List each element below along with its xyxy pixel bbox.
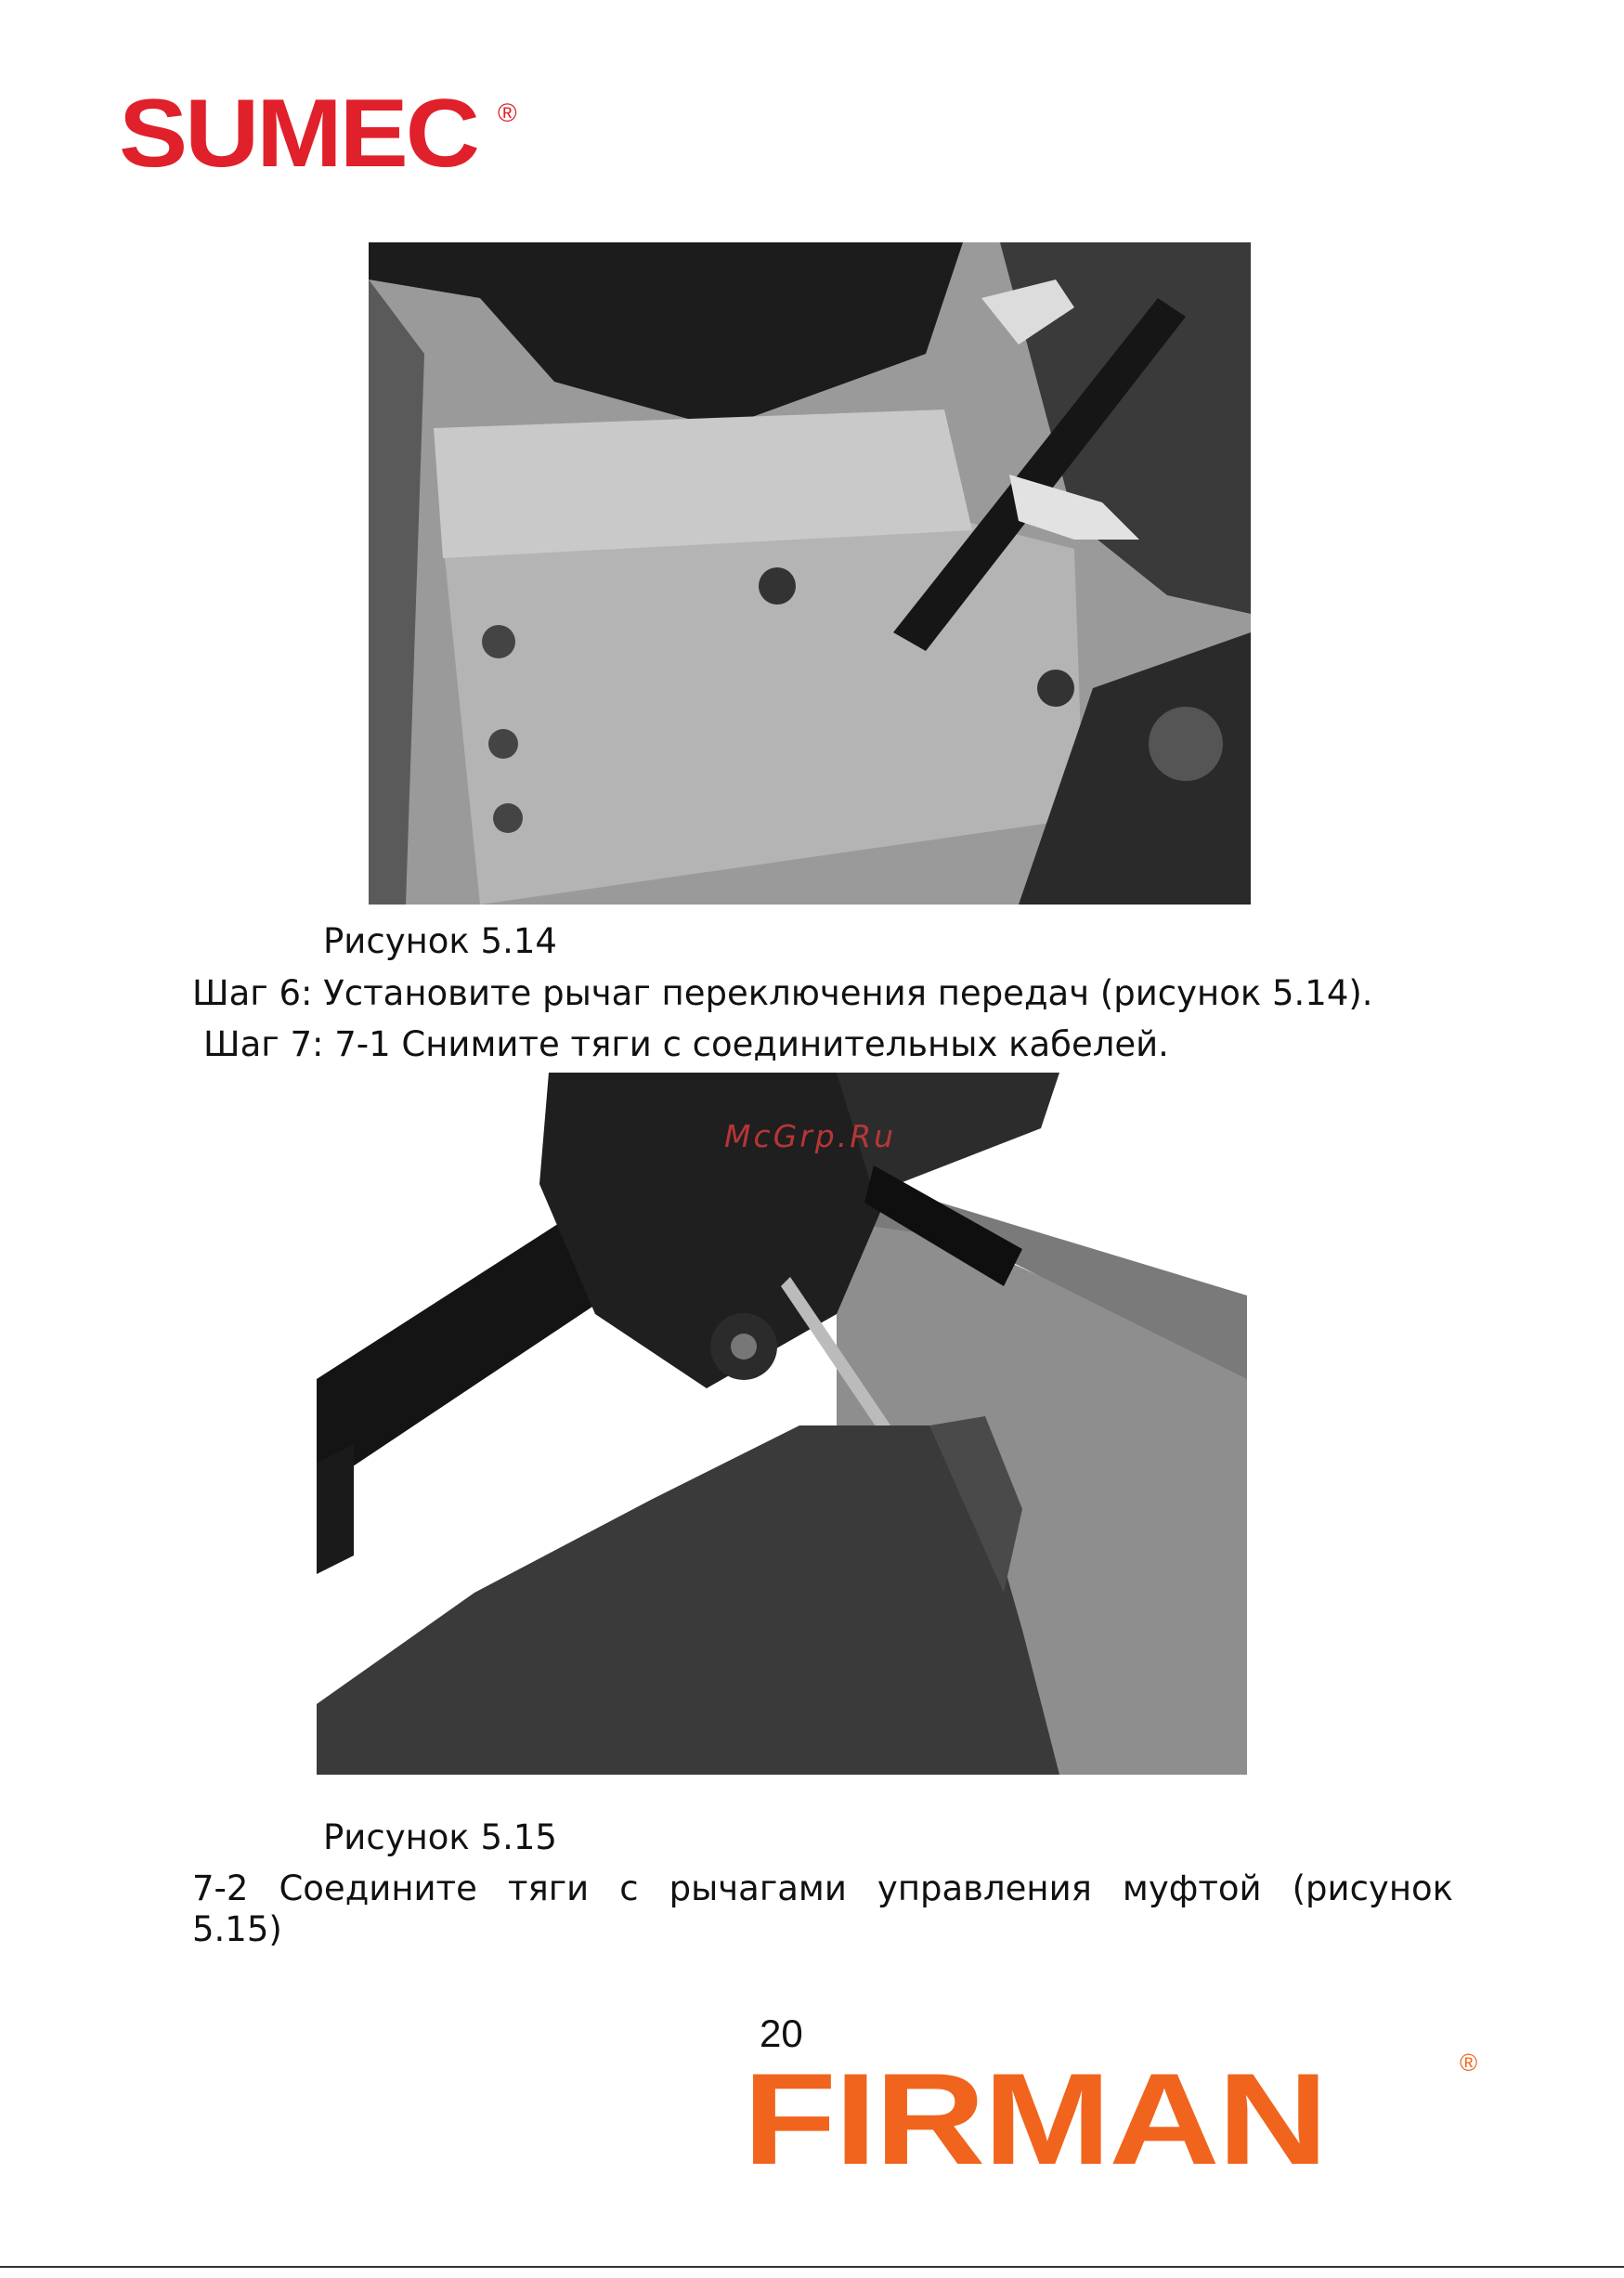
step-7-text: Шаг 7: 7-1 Снимите тяги с соединительных кабелей. [203,1024,1169,1064]
figure-5-14-photo [369,242,1251,905]
page-number: 20 [760,2011,803,2055]
figure-5-14-caption: Рисунок 5.14 [323,921,557,961]
sumec-logo: SUMEC [119,80,477,188]
figure-5-15-caption: Рисунок 5.15 [323,1817,557,1857]
step-7-2-text: 7-2 Соедините тяги с рычагами управления муфтой (рисунок 5.15) [192,1868,1453,1950]
watermark-text: McGrp.Ru [724,1118,897,1154]
sumec-registered-mark: ® [498,98,517,127]
bottom-divider [0,2266,1624,2268]
step-6-text: Шаг 6: Установите рычаг переключения передач (рисунок 5.14). [192,973,1373,1013]
firman-logo: FIRMAN [743,2046,1327,2192]
figure-5-15-photo [317,1073,1247,1775]
firman-registered-mark: ® [1460,2049,1478,2076]
